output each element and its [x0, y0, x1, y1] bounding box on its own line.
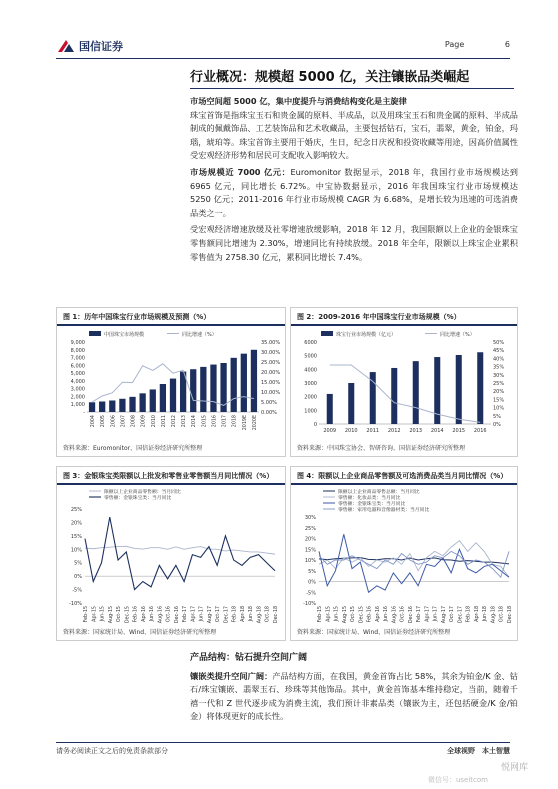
bar [170, 379, 176, 412]
figure-1-title-bar [57, 324, 285, 326]
section-2-title: 产品结构：钻石提升空间广阔 [190, 653, 308, 663]
x-tick-label: Jun-18 [249, 606, 255, 622]
x-tick-label: Apr-15 [326, 606, 332, 622]
legend-label-line: 同比增速（%） [440, 332, 475, 338]
y-tick-label: 0% [74, 574, 82, 581]
legend-label-bar: 珠宝行业市场规模（亿元） [336, 332, 397, 338]
section-2-text: 产品结构方面，在我国，黄金首饰占比 58%，其余为铂金/K 金、钻石/珠宝镶嵌、翡翠玉石、珍珠等其他饰品。其中，黄金首饰基本维持稳定，当前，随着千禧一代和 Z 世代逐步成为消费主流，我们预计非素品类（镶嵌为主，还包括硬金/K 金/铂金）将体现更好的成长性。 [190, 670, 518, 722]
figure-2-title: 图 2：2009-2016 年中国珠宝行业市场规模（%） [297, 313, 461, 321]
page-label: Page [444, 40, 465, 49]
page-header [56, 36, 510, 60]
x-tick-label: Oct-17 [216, 606, 222, 623]
page-number-value: 6 [504, 40, 510, 49]
paragraph-1-text: 珠宝首饰是指珠宝玉石和贵金属的原料、半成品，以及用珠宝玉石和贵金属的原料、半成品制成的佩戴饰品、工艺装饰品和艺术收藏品，主要包括钻石，宝石，翡翠，黄金，铂金，玛瑙，琥珀等。珠宝首饰主要用于婚庆，生日，纪念日庆祝和投资收藏等用途，因高价值属性受宏观经济形势和居民可支配收入影响较大。 [190, 109, 518, 161]
y2-tick-label: 5.00% [261, 400, 277, 406]
x-tick-label: Oct-17 [450, 606, 456, 623]
bar [119, 399, 125, 412]
x-tick-label: Feb-18 [232, 606, 238, 623]
x-tick-label: Apr-17 [425, 606, 431, 622]
x-tick-label: 2012 [387, 428, 401, 434]
x-tick-label: Dec-17 [458, 606, 464, 624]
x-tick-label: 2009 [323, 428, 337, 434]
section-2-heading: 镶嵌类提升空间广阔： [190, 670, 273, 681]
y-tick-label: -10% [69, 601, 82, 607]
bar [200, 367, 206, 412]
x-tick-label: Jun-16 [150, 606, 156, 622]
chart-2 [291, 328, 517, 438]
x-tick-label: 2010 [344, 428, 358, 434]
x-tick-label: Oct-18 [265, 606, 271, 623]
y-tick-label: 8,000 [70, 347, 85, 354]
x-tick-label: 2006 [111, 415, 117, 428]
figure-4-title: 图 4：限额以上企业商品零售额及可选消费品类当月同比情况（%） [297, 472, 508, 480]
x-tick-label: Jun-17 [199, 606, 205, 622]
footer-divider [56, 742, 510, 743]
x-tick-label: Aug-18 [491, 606, 497, 624]
figure-2 [290, 307, 518, 457]
x-tick-label: Aug-15 [342, 606, 348, 624]
y2-tick-label: 35.00% [261, 340, 281, 346]
y-tick-label: 10% [70, 547, 82, 554]
x-tick-label: 2017 [222, 415, 228, 428]
x-tick-label: 2008 [131, 415, 137, 428]
logo-text: 国信证券 [79, 40, 123, 53]
x-tick-label: Apr-16 [375, 606, 381, 622]
footer-slogan: 全球视野 本土智慧 [447, 747, 510, 755]
x-tick-label: Aug-18 [257, 606, 263, 624]
y-tick-label: 3,000 [70, 386, 85, 393]
paragraph-2 [190, 166, 518, 220]
paragraph-1-heading: 市场空间超 5000 亿，集中度提升与消费结构变化是主旋律 [190, 96, 407, 106]
section-2-paragraph [190, 670, 518, 724]
x-tick-label: Oct-18 [499, 606, 505, 623]
y-tick-label: 6000 [304, 340, 317, 346]
series-line [85, 546, 275, 554]
y-tick-label: 9,000 [70, 340, 85, 346]
y-tick-label: 1,000 [70, 402, 85, 409]
x-tick-label: Aug-16 [158, 606, 164, 624]
x-tick-label: 2016 [212, 415, 218, 428]
y2-tick-label: 0.00% [261, 410, 277, 416]
x-tick-label: Jun-16 [384, 606, 390, 622]
legend-label-line: 同比增速（%） [182, 332, 217, 338]
legend-label: 限额以上企业商品零售额：当月同比 [104, 490, 181, 495]
x-tick-label: Apr-18 [240, 606, 246, 622]
x-tick-label: Oct-16 [400, 606, 406, 623]
figure-1-title: 图 1：历年中国珠宝行业市场规模及预测（%） [63, 313, 211, 321]
figure-3-source: 资料来源：国家统计局、Wind、国信证券经济研究所整理 [63, 629, 217, 636]
y2-tick-label: 15% [493, 397, 505, 404]
bar [348, 383, 354, 424]
x-tick-label: 2013 [409, 428, 423, 434]
figure-1 [56, 307, 286, 457]
x-tick-label: Apr-18 [474, 606, 480, 622]
chart-3 [57, 487, 285, 625]
x-tick-label: Aug-15 [108, 606, 114, 624]
y2-tick-label: 25.00% [261, 360, 281, 366]
y-tick-label: 5000 [304, 353, 317, 360]
y-tick-label: 15% [304, 547, 316, 554]
x-tick-label: Apr-15 [92, 606, 98, 622]
y-tick-label: 3000 [304, 381, 317, 387]
y2-tick-label: 10% [493, 405, 505, 412]
y-tick-label: 4,000 [70, 378, 85, 385]
figure-3-title-bar [57, 483, 285, 485]
x-tick-label: 2005 [101, 415, 107, 428]
x-tick-label: 2012 [172, 415, 177, 428]
bar [251, 350, 257, 412]
y-tick-label: 7,000 [70, 355, 85, 362]
y-tick-label: 5% [74, 560, 82, 567]
bar [99, 402, 105, 413]
x-tick-label: Aug-16 [392, 606, 398, 624]
chart-4 [291, 487, 517, 625]
y2-tick-label: 20% [493, 389, 505, 396]
y-tick-label: 5,000 [70, 371, 85, 378]
x-tick-label: 2007 [121, 415, 127, 428]
y2-tick-label: 25% [493, 381, 505, 387]
x-tick-label: Feb-16 [367, 606, 373, 623]
y2-tick-label: 0% [493, 422, 501, 428]
series-line [319, 551, 509, 577]
bar [327, 394, 333, 424]
x-tick-label: Oct-15 [351, 606, 357, 623]
y2-tick-label: 20.00% [261, 370, 281, 376]
x-tick-label: 2011 [161, 415, 167, 428]
y2-tick-label: 10.00% [261, 390, 281, 396]
x-tick-label: 2020E [252, 415, 258, 431]
legend-swatch-bar [321, 331, 333, 336]
y-tick-label: 6,000 [70, 363, 85, 370]
x-tick-label: Jun-18 [483, 606, 489, 622]
y-tick-label: 25% [304, 525, 316, 532]
x-tick-label: 2011 [366, 428, 380, 434]
bar [109, 400, 115, 412]
x-tick-label: Jun-15 [100, 606, 106, 622]
x-tick-label: 2014 [192, 415, 198, 428]
x-tick-label: 2010 [151, 415, 157, 428]
watermark: 悦网库 [500, 763, 528, 773]
figure-3 [56, 466, 286, 641]
x-tick-label: Dec-17 [224, 606, 230, 624]
paragraph-2-text: Euromonitor 数据显示，2018 年，我国行业市场规模达到 6965 亿元，同比增长 6.72%。中宝协数据显示，2016 年我国珠宝行业市场规模达 5250 亿元；2011-2016 年行业市场规模 CAGR 为 6.68%，是增长较为迅速的可选消费品类之一。 [190, 166, 518, 218]
y2-tick-label: 30.00% [261, 350, 281, 356]
y2-tick-label: 30% [493, 372, 505, 379]
x-tick-label: Feb-15 [318, 606, 323, 623]
y-tick-label: 4000 [304, 367, 317, 374]
series-line [319, 534, 509, 592]
x-tick-label: 2018 [232, 415, 238, 428]
y-tick-label: 20% [304, 536, 316, 543]
y-tick-label: 20% [70, 520, 82, 527]
y-tick-label: 2000 [304, 394, 317, 401]
x-tick-label: 2004 [91, 415, 97, 428]
x-tick-label: Dec-15 [125, 606, 131, 624]
x-tick-label: Aug-17 [207, 606, 213, 624]
bar [241, 354, 247, 412]
x-tick-label: Feb-17 [417, 606, 423, 623]
y-tick-label: - [83, 410, 85, 416]
legend-label: 零售额：家用电器和音像器材类：当月同比 [338, 508, 430, 513]
bar [413, 361, 419, 424]
y-tick-label: -5% [72, 587, 82, 594]
x-tick-label: Jun-15 [334, 606, 340, 622]
bar [456, 355, 462, 424]
x-tick-label: Feb-17 [183, 606, 189, 623]
page-number [445, 40, 510, 49]
legend-label: 限额以上企业商品零售总额：当月同比 [338, 490, 420, 495]
legend-label: 零售额：金银珠宝类：当月同比 [338, 502, 406, 507]
x-tick-label: Oct-16 [166, 606, 172, 623]
body-text [190, 95, 518, 267]
figure-4 [290, 466, 518, 641]
x-tick-label: Dec-18 [508, 606, 513, 624]
bar [89, 402, 95, 412]
bar [231, 358, 237, 412]
x-tick-label: Dec-16 [408, 606, 414, 624]
bar [190, 369, 196, 412]
figure-4-source: 资料来源：国家统计局、Wind、国信证券经济研究所整理 [297, 629, 451, 636]
bar [150, 389, 156, 412]
x-tick-label: Feb-16 [133, 606, 139, 623]
y-tick-label: 0 [313, 422, 317, 428]
figure-4-title-bar [291, 483, 517, 485]
x-tick-label: Apr-16 [141, 606, 147, 622]
x-tick-label: 2013 [182, 415, 188, 428]
logo [56, 38, 123, 54]
y2-tick-label: 35% [493, 364, 505, 371]
logo-icon [56, 38, 76, 54]
bar [160, 384, 166, 412]
y-tick-label: 1000 [304, 408, 317, 415]
header-divider [56, 58, 510, 59]
y2-tick-label: 40% [493, 356, 505, 363]
y-tick-label: 0% [308, 579, 316, 586]
paragraph-3: 受宏观经济增速放缓及社零增速放缓影响，2018 年 12 月，我国限额以上企业的金银珠宝零售额同比增速为 2.30%，增速同比有持续放缓。2018 年全年，限额以上珠宝企业累积零售值为 2758.30 亿元，累积同比增长 7.4%。 [190, 224, 518, 262]
bar [391, 368, 397, 424]
y2-tick-label: 50% [493, 340, 505, 346]
bar [210, 365, 216, 412]
y-tick-label: 2,000 [70, 394, 85, 401]
chart-1 [57, 328, 285, 438]
x-tick-label: 2009 [141, 415, 147, 428]
paragraph-2-heading: 市场规模近 7000 亿元： [190, 166, 291, 177]
x-tick-label: 2019E [242, 415, 248, 431]
section-product-structure [190, 652, 518, 724]
paragraph-1 [190, 95, 518, 163]
figure-1-source: 资料来源：Euromonitor、国信证券经济研究所整理 [63, 445, 203, 452]
bar [129, 397, 135, 412]
y-tick-label: -5% [306, 590, 316, 597]
bar [477, 352, 483, 424]
y2-tick-label: 15.00% [261, 380, 281, 386]
section-title: 行业概况：规模超 5000 亿，关注镶嵌品类崛起 [190, 70, 470, 85]
y-tick-label: 30% [304, 515, 316, 521]
x-tick-label: Jun-17 [433, 606, 439, 622]
y2-tick-label: 5% [493, 413, 501, 420]
x-tick-label: 2016 [473, 428, 487, 434]
series-line [85, 517, 275, 590]
title-divider [190, 88, 514, 89]
x-tick-label: Dec-16 [174, 606, 180, 624]
x-tick-label: Oct-15 [117, 606, 123, 623]
figure-2-source: 资料来源：中国珠宝协会、智研咨询、国信证券经济研究所整理 [297, 445, 466, 452]
x-tick-label: Feb-18 [466, 606, 472, 623]
x-tick-label: Dec-18 [274, 606, 279, 624]
disclaimer-note: 请务必阅读正文之后的免责条款部分 [56, 747, 168, 755]
y2-tick-label: 45% [493, 348, 505, 355]
legend-swatch-bar [89, 331, 101, 336]
x-tick-label: Aug-17 [441, 606, 447, 624]
y-tick-label: 25% [70, 507, 82, 513]
x-tick-label: Dec-15 [359, 606, 365, 624]
legend-label-bar: 中国珠宝市场规模 [104, 332, 145, 338]
legend-label: 零售额：化妆品类：当月同比 [338, 496, 401, 501]
x-tick-label: 2015 [452, 428, 466, 434]
y-tick-label: 15% [70, 533, 82, 540]
y-tick-label: -10% [303, 601, 316, 607]
y-tick-label: 10% [304, 558, 316, 564]
bar [140, 393, 146, 412]
x-tick-label: 2014 [430, 428, 444, 434]
figure-2-title-bar [291, 324, 517, 326]
legend-label: 零售额：金银珠宝类：当月同比 [104, 496, 172, 501]
x-tick-label: Apr-17 [191, 606, 197, 622]
y-tick-label: 5% [308, 568, 316, 575]
figure-3-title: 图 3：金银珠宝类限额以上批发和零售业零售额当月同比情况（%） [63, 472, 274, 480]
x-tick-label: 2015 [202, 415, 208, 428]
x-tick-label: Feb-15 [84, 606, 89, 623]
watermark-wechat: 微信号：useitcom [427, 776, 488, 784]
